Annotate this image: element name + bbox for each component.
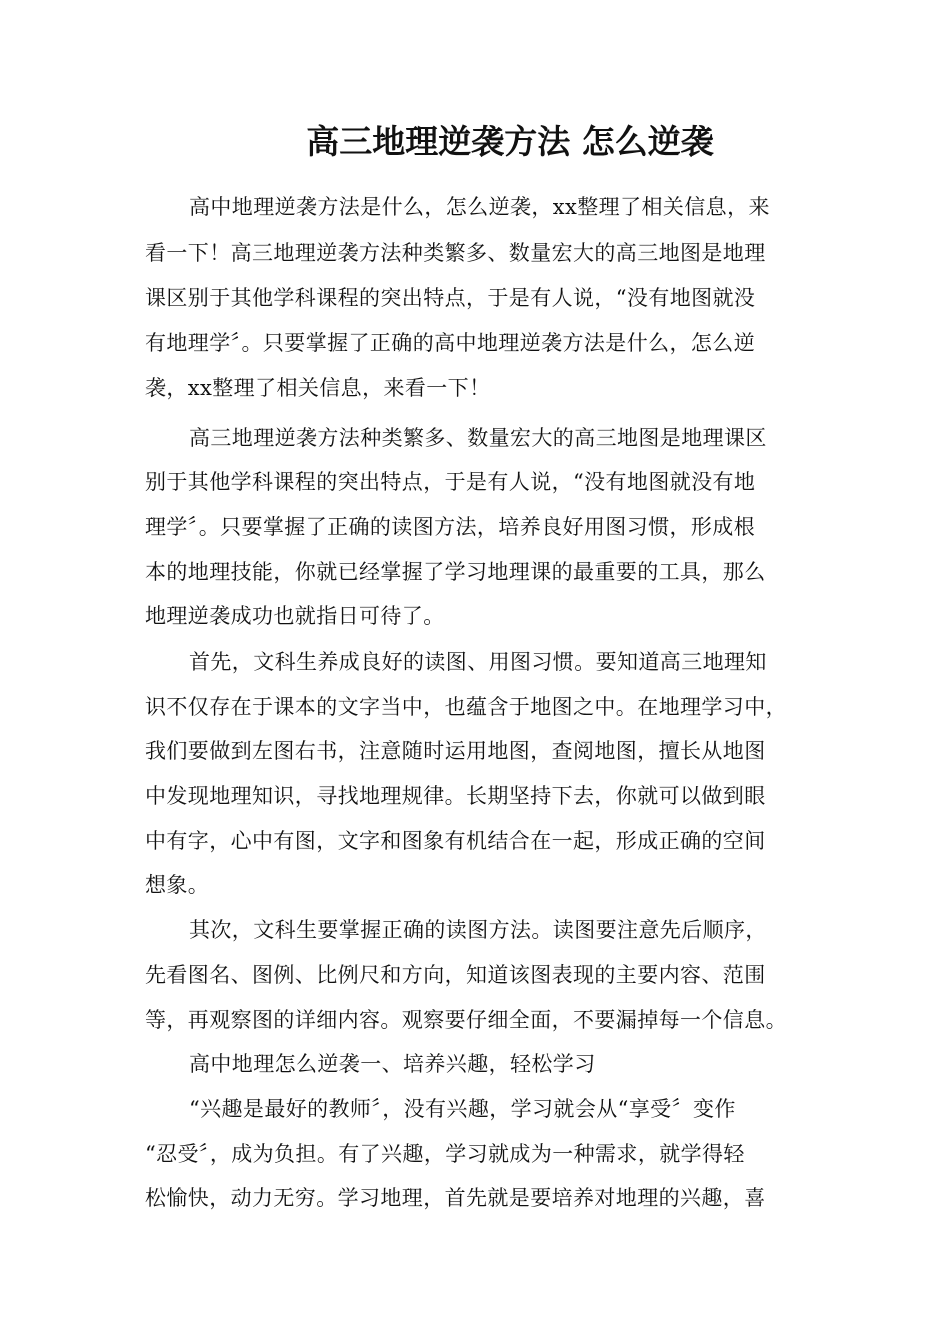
text-line: 高中地理怎么逆袭一、培养兴趣，轻松学习 [189, 1052, 596, 1076]
text-line: 理学〞。只要掌握了正确的读图方法，培养良好用图习惯，形成根 [145, 515, 756, 539]
text-line: 首先，文科生养成良好的读图、用图习惯。要知道高三地理知 [189, 650, 767, 674]
text-line: 课区别于其他学科课程的突出特点，于是有人说，“没有地图就没 [145, 286, 756, 310]
text-line: 地理逆袭成功也就指日可待了。 [145, 604, 445, 628]
text-line: 高三地理逆袭方法种类繁多、数量宏大的高三地图是地理课区 [189, 426, 767, 450]
text-line: 袭，xx整理了相关信息，来看一下！ [145, 376, 491, 400]
text-line: 先看图名、图例、比例尺和方向，知道该图表现的主要内容、范围 [145, 963, 766, 987]
text-line: 识不仅存在于课本的文字当中，也蕴含于地图之中。在地理学习中， [145, 695, 787, 719]
text-line: 本的地理技能，你就已经掌握了学习地理课的最重要的工具，那么 [145, 560, 766, 584]
text-line: 中发现地理知识，寻找地理规律。长期坚持下去，你就可以做到眼 [145, 784, 766, 808]
text-line: 等，再观察图的详细内容。观察要仔细全面，不要漏掉每一个信息。 [145, 1008, 787, 1032]
text-line: 松愉快，动力无穷。学习地理，首先就是要培养对地理的兴趣，喜 [145, 1186, 766, 1210]
text-line: 高中地理逆袭方法是什么，怎么逆袭，xx整理了相关信息，来 [189, 195, 770, 219]
text-line: 我们要做到左图右书，注意随时运用地图，查阅地图，擅长从地图 [145, 739, 766, 763]
text-line: “忍受〞，成为负担。有了兴趣，学习就成为一种需求，就学得轻 [145, 1142, 745, 1166]
text-line: 其次，文科生要掌握正确的读图方法。读图要注意先后顺序， [189, 918, 767, 942]
text-line: 中有字，心中有图，文字和图象有机结合在一起，形成正确的空间 [145, 829, 766, 853]
text-line: “兴趣是最好的教师〞，没有兴趣，学习就会从“享受〞变作 [189, 1097, 736, 1121]
text-line: 看一下！高三地理逆袭方法种类繁多、数量宏大的高三地图是地理 [145, 241, 766, 265]
text-line: 想象。 [145, 873, 210, 897]
text-line: 有地理学〞。只要掌握了正确的高中地理逆袭方法是什么，怎么逆 [145, 331, 756, 355]
text-line: 别于其他学科课程的突出特点，于是有人说，“没有地图就没有地 [145, 470, 756, 494]
document-title: 高三地理逆袭方法 怎么逆袭 [306, 122, 714, 161]
